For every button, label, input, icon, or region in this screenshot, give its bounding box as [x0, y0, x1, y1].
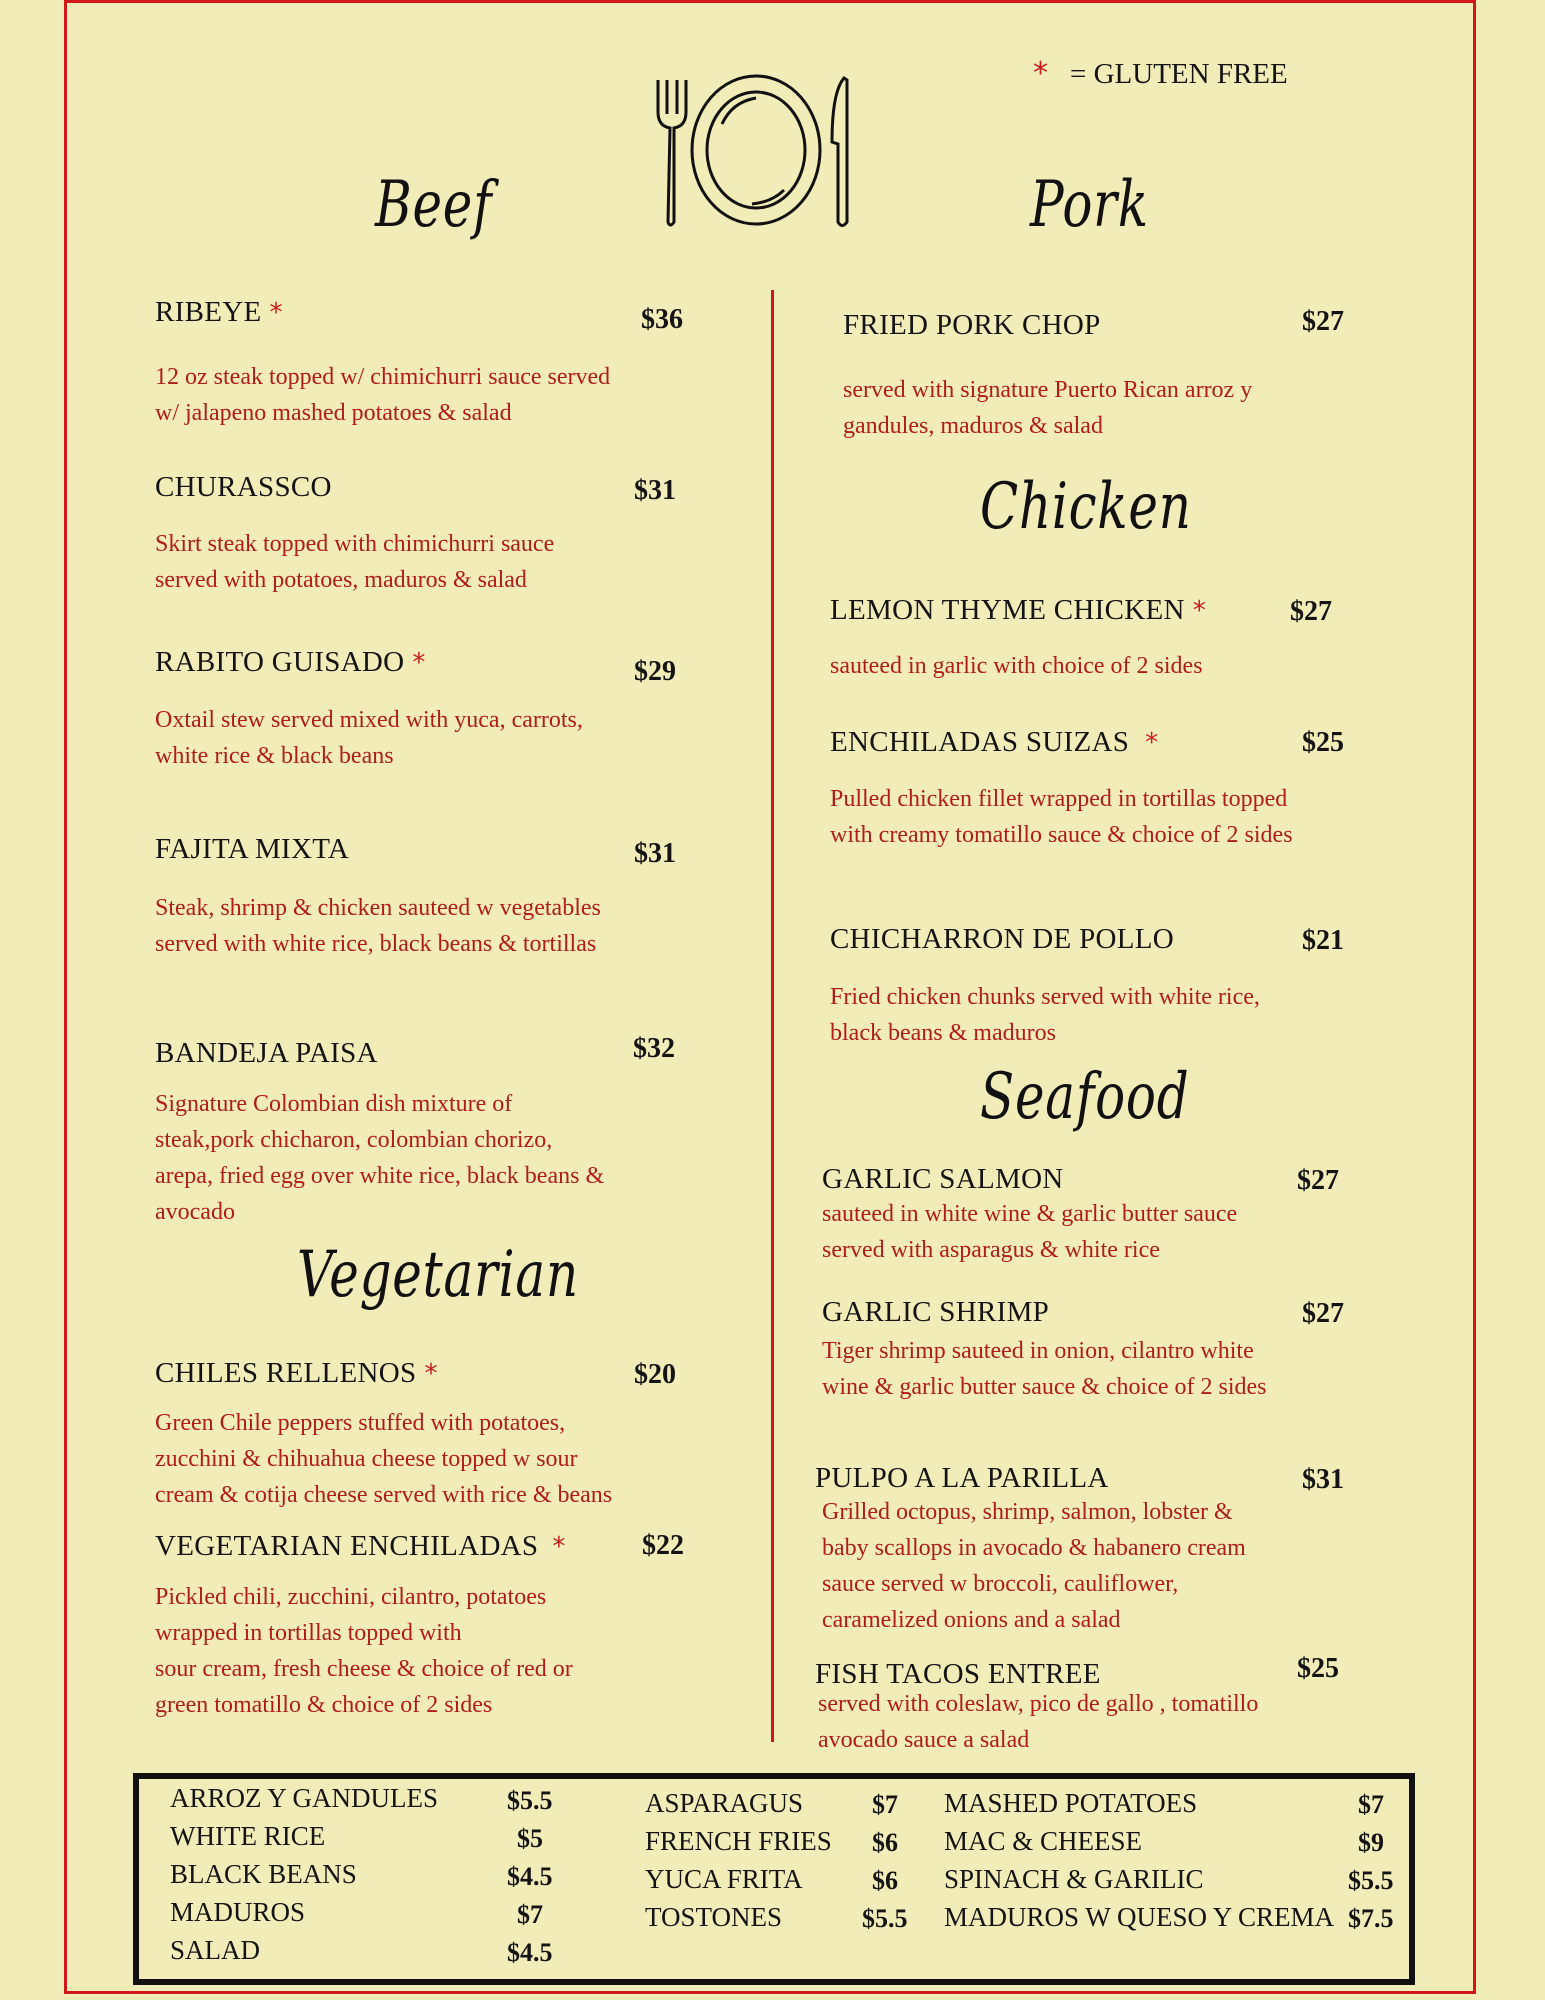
asterisk-icon: *	[1145, 728, 1159, 758]
item-name-enchiladas-suizas: ENCHILADAS SUIZAS *	[830, 726, 1159, 758]
item-desc-enchiladas-suizas: Pulled chicken fillet wrapped in tortillas topped with creamy tomatillo sauce & choice of 2 sides	[830, 786, 1293, 848]
side-price: $5.5	[862, 1904, 908, 1933]
item-price-vegetarian-enchiladas: $22	[642, 1530, 684, 1561]
item-price-chiles-rellenos: $20	[634, 1359, 676, 1390]
item-price-fish-tacos-entree: $25	[1297, 1653, 1339, 1684]
section-title-chicken: Chicken	[980, 470, 1192, 544]
item-price-fajita-mixta: $31	[634, 838, 676, 869]
fork-plate-knife-icon	[652, 72, 860, 232]
side-price: $6	[872, 1828, 898, 1857]
side-price: $5	[517, 1824, 543, 1853]
asterisk-icon: *	[1033, 56, 1048, 91]
item-name-garlic-shrimp: GARLIC SHRIMP	[822, 1296, 1050, 1328]
section-title-pork: Pork	[1030, 168, 1149, 242]
item-desc-chiles-rellenos: Green Chile peppers stuffed with potatoes, zucchini & chihuahua cheese topped w sour cream & cotija cheese served with rice & beans	[155, 1410, 613, 1508]
side-price: $7	[1358, 1790, 1384, 1819]
item-desc-chicharron-de-pollo: Fried chicken chunks served with white rice, black beans & maduros	[830, 984, 1260, 1046]
item-name-rabito-guisado: RABITO GUISADO *	[155, 646, 426, 678]
side-price: $4.5	[507, 1938, 553, 1967]
side-price: $9	[1358, 1828, 1384, 1857]
item-desc-ribeye: 12 oz steak topped w/ chimichurri sauce served w/ jalapeno mashed potatoes & salad	[155, 364, 611, 426]
asterisk-icon: *	[1192, 596, 1207, 626]
item-desc-fried-pork-chop: served with signature Puerto Rican arroz y gandules, maduros & salad	[843, 377, 1253, 439]
item-name-fajita-mixta: FAJITA MIXTA	[155, 833, 350, 865]
side-name: ARROZ Y GANDULES	[170, 1783, 438, 1813]
item-desc-garlic-shrimp: Tiger shrimp sauteed in onion, cilantro white wine & garlic butter sauce & choice of 2 sides	[822, 1338, 1267, 1400]
asterisk-icon: *	[269, 298, 283, 328]
side-price: $4.5	[507, 1862, 553, 1891]
side-price: $5.5	[507, 1786, 553, 1815]
item-price-garlic-salmon: $27	[1297, 1165, 1339, 1196]
side-price: $7	[517, 1900, 543, 1929]
legend-label: = GLUTEN FREE	[1070, 58, 1288, 90]
side-name: MADUROS	[170, 1897, 306, 1927]
gluten-free-legend	[1033, 56, 1288, 91]
item-name-chiles-rellenos: CHILES RELLENOS *	[155, 1357, 438, 1389]
side-name: TOSTONES	[645, 1902, 783, 1932]
asterisk-icon: *	[412, 648, 426, 678]
item-desc-churassco: Skirt steak topped with chimichurri sauce served with potatoes, maduros & salad	[155, 531, 555, 593]
side-name: YUCA FRITA	[645, 1864, 803, 1894]
item-price-bandeja-paisa: $32	[633, 1033, 675, 1064]
item-desc-fajita-mixta: Steak, shrimp & chicken sauteed w vegetables served with white rice, black beans & tortillas	[155, 895, 601, 957]
item-price-fried-pork-chop: $27	[1302, 306, 1344, 337]
item-price-ribeye: $36	[641, 304, 683, 335]
item-name-lemon-thyme-chicken: LEMON THYME CHICKEN *	[830, 594, 1207, 626]
item-price-rabito-guisado: $29	[634, 656, 676, 687]
item-name-ribeye: RIBEYE *	[155, 296, 283, 328]
item-price-chicharron-de-pollo: $21	[1302, 925, 1344, 956]
asterisk-icon: *	[424, 1359, 438, 1389]
item-name-fried-pork-chop: FRIED PORK CHOP	[843, 309, 1101, 341]
item-desc-fish-tacos-entree: served with coleslaw, pico de gallo , tomatillo avocado sauce a salad	[818, 1691, 1259, 1753]
item-name-vegetarian-enchiladas: VEGETARIAN ENCHILADAS *	[155, 1530, 566, 1562]
item-price-pulpo-a-la-parilla: $31	[1302, 1464, 1344, 1495]
item-name-pulpo-a-la-parilla: PULPO A LA PARILLA	[815, 1462, 1109, 1494]
side-name: BLACK BEANS	[170, 1859, 357, 1889]
item-price-enchiladas-suizas: $25	[1302, 727, 1344, 758]
item-desc-pulpo-a-la-parilla: Grilled octopus, shrimp, salmon, lobster & baby scallops in avocado & habanero cream sauce served w broccoli, cauliflower, caramelized onions and a salad	[822, 1499, 1246, 1633]
side-price: $5.5	[1348, 1866, 1394, 1895]
item-price-churassco: $31	[634, 475, 676, 506]
side-name: WHITE RICE	[170, 1821, 326, 1851]
item-desc-rabito-guisado: Oxtail stew served mixed with yuca, carrots, white rice & black beans	[155, 707, 583, 769]
item-desc-bandeja-paisa: Signature Colombian dish mixture of steak,pork chicharon, colombian chorizo, arepa, fried egg over white rice, black beans & avocado	[155, 1091, 605, 1225]
asterisk-icon: *	[552, 1532, 566, 1562]
item-price-garlic-shrimp: $27	[1302, 1298, 1344, 1329]
side-name: MADUROS W QUESO Y CREMA	[944, 1902, 1335, 1932]
item-name-churassco: CHURASSCO	[155, 471, 332, 503]
item-desc-lemon-thyme-chicken: sauteed in garlic with choice of 2 sides	[830, 653, 1203, 679]
side-price: $7.5	[1348, 1904, 1394, 1933]
section-title-vegetarian: Vegetarian	[297, 1238, 579, 1312]
item-name-fish-tacos-entree: FISH TACOS ENTREE	[815, 1658, 1101, 1690]
item-name-garlic-salmon: GARLIC SALMON	[822, 1163, 1064, 1195]
side-name: SPINACH & GARILIC	[944, 1864, 1204, 1894]
side-name: SALAD	[170, 1935, 261, 1965]
side-price: $6	[872, 1866, 898, 1895]
item-name-bandeja-paisa: BANDEJA PAISA	[155, 1037, 378, 1069]
side-name: FRENCH FRIES	[645, 1826, 832, 1856]
side-name: MASHED POTATOES	[944, 1788, 1198, 1818]
section-title-seafood: Seafood	[980, 1060, 1190, 1134]
side-price: $7	[872, 1790, 898, 1819]
item-desc-garlic-salmon: sauteed in white wine & garlic butter sauce served with asparagus & white rice	[822, 1201, 1238, 1263]
item-desc-vegetarian-enchiladas: Pickled chili, zucchini, cilantro, potatoes wrapped in tortillas topped with sour cream, fresh cheese & choice of red or green tomatillo & choice of 2 sides	[155, 1584, 573, 1718]
side-name: MAC & CHEESE	[944, 1826, 1143, 1856]
item-price-lemon-thyme-chicken: $27	[1290, 596, 1332, 627]
item-name-chicharron-de-pollo: CHICHARRON DE POLLO	[830, 923, 1175, 955]
side-name: ASPARAGUS	[645, 1788, 804, 1818]
section-title-beef: Beef	[375, 168, 493, 242]
column-divider	[771, 290, 774, 1742]
